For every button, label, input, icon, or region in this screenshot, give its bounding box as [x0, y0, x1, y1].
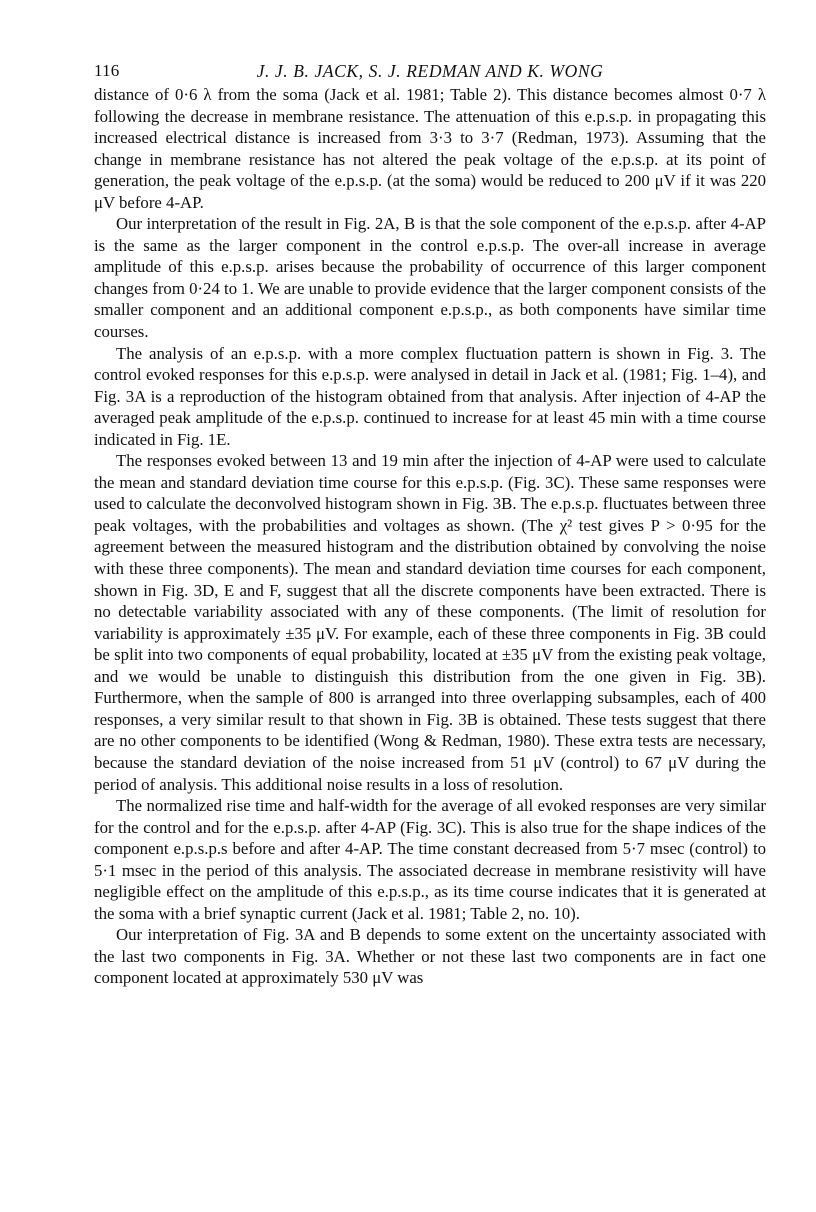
paragraph-continued: distance of 0·6 λ from the soma (Jack et al. 1981; Table 2). This distance becomes almost 0·7 λ following the decrease in membrane resistance. The attenuation of this e.p.s.p. in propagating this increased electrical distance is increased from 3·3 to 3·7 (Redman, 1973). Assuming that the change in membrane resistance has not altered the peak voltage of the e.p.s.p. at its point of generation, the peak voltage of the e.p.s.p. (at the soma) would be reduced to 200 μV if it was 220 μV before 4-AP.: [94, 85, 766, 212]
running-head: [94, 58, 766, 84]
paragraph-interpretation-fig2: Our interpretation of the result in Fig. 2A, B is that the sole component of the e.p.s.p. after 4-AP is the same as the larger component in the control e.p.s.p. The over-all increase in average amplitude of this e.p.s.p. arises because the probability of occurrence of this larger component changes from 0·24 to 1. We are unable to provide evidence that the larger component consists of the smaller component and an additional component e.p.s.p., as both components have similar time courses.: [94, 214, 766, 342]
paragraph-interpretation-fig3: Our interpretation of Fig. 3A and B depends to some extent on the uncertainty associated with the last two components in Fig. 3A. Whether or not these last two components are in fact one component located at approximately 530 μV was: [94, 925, 766, 988]
running-title: J. J. B. JACK, S. J. REDMAN AND K. WONG: [256, 61, 604, 81]
body-text: [94, 84, 766, 989]
page-number: 116: [94, 61, 120, 80]
paragraph-deconvolved-histogram: The responses evoked between 13 and 19 min after the injection of 4-AP were used to calculate the mean and standard deviation time course for this e.p.s.p. (Fig. 3C). These same responses were used to calculate the deconvolved histogram shown in Fig. 3B. The e.p.s.p. fluctuates between three peak voltages, with the probabilities and voltages as shown. (The χ² test gives P > 0·95 for the agreement between the measured histogram and the distribution obtained by convolving the noise with these three components). The mean and standard deviation time courses for each component, shown in Fig. 3D, E and F, suggest that all the discrete components have been extracted. There is no detectable variability associated with any of these components. (The limit of resolution for variability is approximately ±35 μV. For example, each of these three components in Fig. 3B could be split into two components of equal probability, located at ±35 μV from the existing peak voltage, and we would be unable to distinguish this distribution from the one given in Fig. 3B). Furthermore, when the sample of 800 is arranged into three overlapping subsamples, each of 400 responses, a very similar result to that shown in Fig. 3B is obtained. These tests suggest that there are no other components to be identified (Wong & Redman, 1980). These extra tests are necessary, because the standard deviation of the noise increased from 51 μV (control) to 67 μV during the period of analysis. This additional noise results in a loss of resolution.: [94, 451, 766, 794]
journal-page: [94, 58, 766, 989]
paragraph-complex-fluctuation: The analysis of an e.p.s.p. with a more complex fluctuation pattern is shown in Fig. 3. The control evoked responses for this e.p.s.p. were analysed in detail in Jack et al. (1981; Fig. 1–4), and Fig. 3A is a reproduction of the histogram obtained from that analysis. After injection of 4-AP the averaged peak amplitude of the e.p.s.p. continued to increase for at least 45 min with a time course indicated in Fig. 1E.: [94, 343, 766, 449]
paragraph-rise-time: The normalized rise time and half-width for the average of all evoked responses are very similar for the control and for the e.p.s.p. after 4-AP (Fig. 3C). This is also true for the shape indices of the component e.p.s.p.s before and after 4-AP. The time constant decreased from 5·7 msec (control) to 5·1 msec in the period of this analysis. The associated decrease in membrane resistivity will have negligible effect on the amplitude of this e.p.s.p., as its time course indicates that it is generated at the soma with a brief synaptic current (Jack et al. 1981; Table 2, no. 10).: [94, 796, 766, 923]
